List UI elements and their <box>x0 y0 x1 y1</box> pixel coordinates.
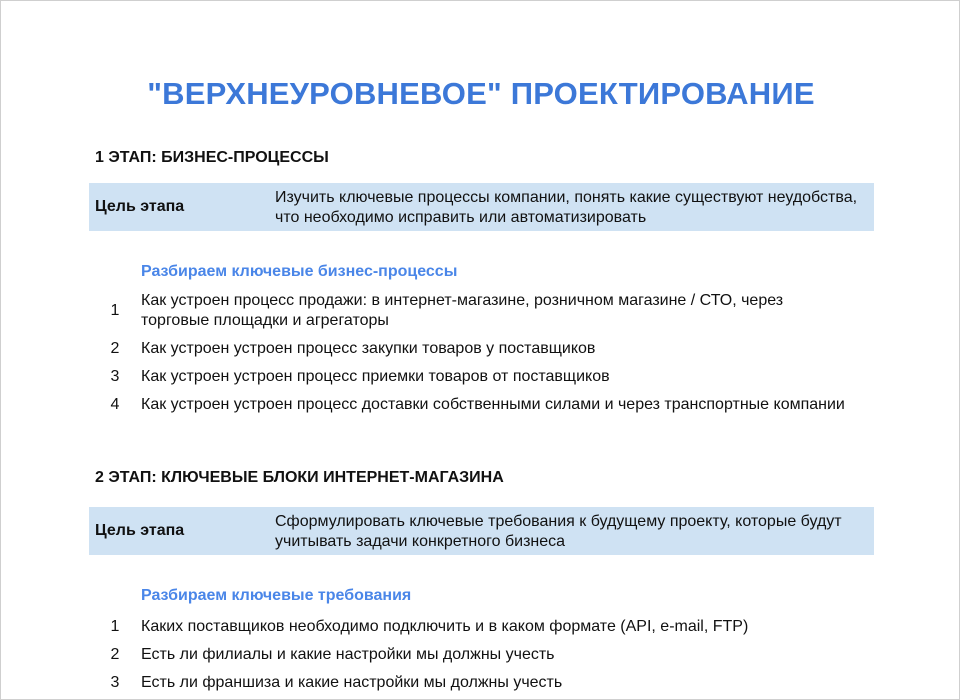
list-item-number: 4 <box>110 396 120 413</box>
stage-1-goal-row <box>89 183 874 231</box>
stage-2-goal-text: Сформулировать ключевые требования к будущему проекту, которые будут учитывать задачи конкретного бизнеса <box>275 513 842 550</box>
stage-1-goal-label: Цель этапа <box>95 198 185 215</box>
list-item-text: Есть ли филиалы и какие настройки мы должны учесть <box>141 646 555 663</box>
list-item-number: 2 <box>110 646 120 663</box>
list-item-number: 3 <box>110 368 120 385</box>
stage-2-sub-heading: Разбираем ключевые требования <box>141 587 412 604</box>
list-item-text: Есть ли франшиза и какие настройки мы должны учесть <box>141 674 563 691</box>
stage-2-goal-label: Цель этапа <box>95 522 185 539</box>
list-item-number: 3 <box>110 674 120 691</box>
stage-2-goal-row <box>89 507 874 555</box>
list-item <box>89 339 849 359</box>
list-item-number: 2 <box>110 340 120 357</box>
list-item <box>89 395 849 415</box>
stage-1-sub-heading: Разбираем ключевые бизнес-процессы <box>141 263 458 280</box>
list-item <box>89 367 849 387</box>
stage-2-list <box>89 617 849 700</box>
stage-2-heading: 2 ЭТАП: КЛЮЧЕВЫЕ БЛОКИ ИНТЕРНЕТ-МАГАЗИНА <box>95 469 504 486</box>
list-item-text: Как устроен устроен процесс закупки товаров у поставщиков <box>141 340 596 357</box>
list-item <box>89 291 849 331</box>
list-item <box>89 673 849 693</box>
stage-1-heading: 1 ЭТАП: БИЗНЕС-ПРОЦЕССЫ <box>95 149 329 166</box>
list-item <box>89 645 849 665</box>
stage-1-goal-text: Изучить ключевые процессы компании, понять какие существуют неудобства, что необходимо исправить или автоматизировать <box>275 189 858 226</box>
list-item-number: 1 <box>110 618 120 635</box>
page-title: "ВЕРХНЕУРОВНЕВОЕ" ПРОЕКТИРОВАНИЕ <box>147 76 815 111</box>
list-item-text: Как устроен устроен процесс приемки товаров от поставщиков <box>141 368 610 385</box>
list-item-text: Каких поставщиков необходимо подключить и в каком формате (API, e-mail, FTP) <box>141 618 749 635</box>
list-item <box>89 617 849 637</box>
list-item-number: 1 <box>110 302 120 319</box>
list-item-text: Как устроен процесс продажи: в интернет-магазине, розничном магазине / СТО, через торговые площадки и агрегаторы <box>141 292 784 329</box>
stage-1-list <box>89 291 849 423</box>
list-item-text: Как устроен устроен процесс доставки собственными силами и через транспортные компании <box>141 396 845 413</box>
